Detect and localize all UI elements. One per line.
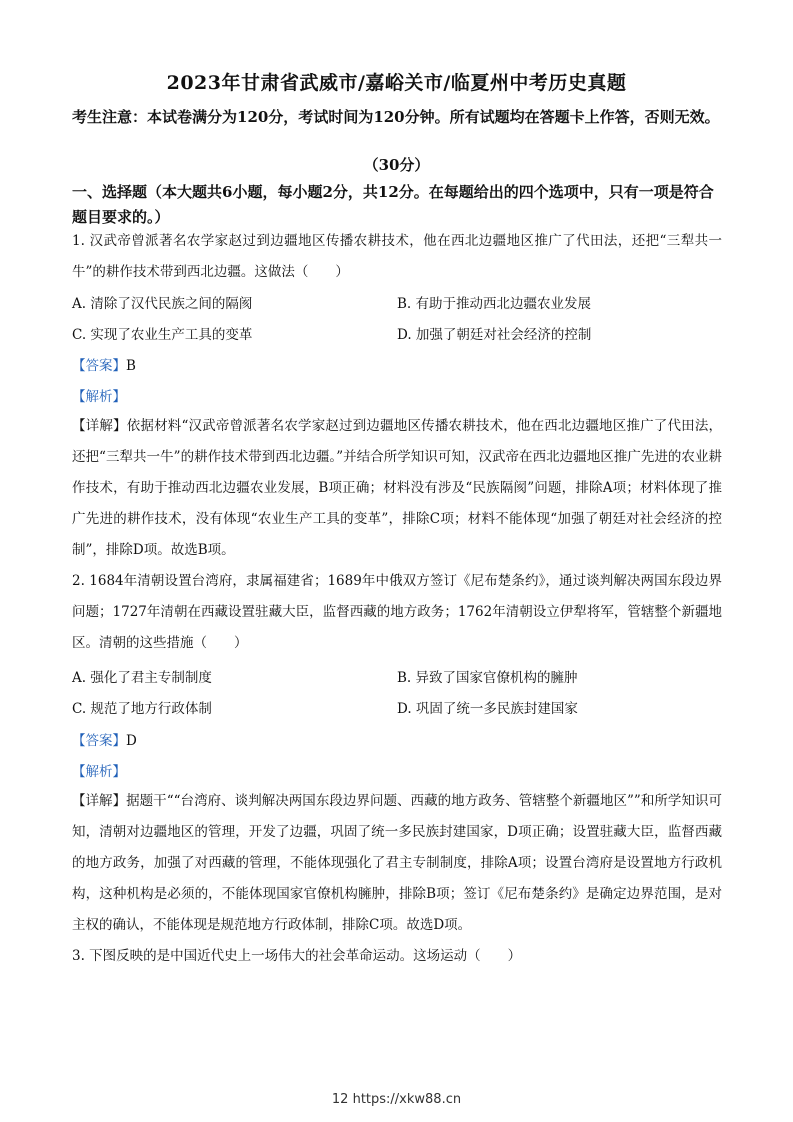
analysis-label: 【解析】 <box>72 389 126 405</box>
analysis-label: 【解析】 <box>72 764 126 780</box>
answer-label: 【答案】 <box>72 733 126 749</box>
question-1-option-d: D. 加强了朝廷对社会经济的控制 <box>397 327 592 343</box>
question-1-answer <box>72 356 136 376</box>
section-heading: 一、选择题（本大题共6小题，每小题2分，共12分。在每题给出的四个选项中，只有一项是符合题目要求的。） <box>72 183 714 226</box>
question-2-option-d: D. 巩固了统一多民族封建国家 <box>397 701 578 717</box>
question-2-analysis-label <box>72 762 126 782</box>
detail-text: 据题干““台湾府、谈判解决两国东段边界问题、西藏的地方政务、管辖整个新疆地区””和所学知识可知，清朝对边疆地区的管理，开发了边疆，巩固了统一多民族封建国家，D项正确；设置驻藏大臣，监督西藏的地方政务，加强了对西藏的管理，不能体现强化了君主专制制度，排除A项；设置台湾府是设置地方行政机构，这种机构是必须的，不能体现国家官僚机构臃肿，排除B项；签订《尼布楚条约》是确定边界范围，是对主权的确认，不能体现是规范地方行政体制，排除C项。故选D项。 <box>72 793 723 933</box>
question-2-stem: 2. 1684年清朝设置台湾府，隶属福建省；1689年中俄双方签订《尼布楚条约》，通过谈判解决两国东段边界问题；1727年清朝在西藏设置驻藏大臣，监督西藏的地方政务；1762年清朝设立伊犁将军，管辖整个新疆地区。清朝的这些措施（ ） <box>72 573 722 651</box>
question-3-stem: 3. 下图反映的是中国近代史上一场伟大的社会革命运动。这场运动（ ） <box>72 948 522 964</box>
answer-value: D <box>126 733 137 749</box>
answer-label: 【答案】 <box>72 358 126 374</box>
question-1-detail <box>72 411 722 566</box>
question-1-stem: 1. 汉武帝曾派著名农学家赵过到边疆地区传播农耕技术，他在西北边疆地区推广了代田法，还把“三犁共一牛”的耕作技术带到西北边疆。这做法（ ） <box>72 233 722 280</box>
answer-value: B <box>126 358 136 374</box>
page-footer: 12 https://xkw88.cn <box>331 1092 462 1107</box>
question-1-analysis-label <box>72 387 126 407</box>
detail-label: 【详解】 <box>72 418 127 434</box>
question-1-option-b: B. 有助于推动西北边疆农业发展 <box>397 296 592 312</box>
exam-notice: 考生注意：本试卷满分为120分，考试时间为120分钟。所有试题均在答题卡上作答，否则无效。 <box>72 108 720 126</box>
question-2-option-a: A. 强化了君主专制制度 <box>72 670 212 686</box>
question-1-option-c: C. 实现了农业生产工具的变革 <box>72 327 253 343</box>
page-title: 2023年甘肃省武威市/嘉峪关市/临夏州中考历史真题 <box>166 72 627 94</box>
question-2-option-c: C. 规范了地方行政体制 <box>72 701 212 717</box>
detail-label: 【详解】 <box>72 793 127 809</box>
question-2-option-b: B. 异致了国家官僚机构的臃肿 <box>397 670 578 686</box>
score-label: （30分） <box>363 156 430 174</box>
question-2-answer <box>72 731 137 751</box>
question-2-detail <box>72 786 722 941</box>
question-1-option-a: A. 清除了汉代民族之间的隔阂 <box>72 296 253 312</box>
detail-text: 依据材料“汉武帝曾派著名农学家赵过到边疆地区传播农耕技术，他在西北边疆地区推广了代田法，还把“三犁共一牛”的耕作技术带到西北边疆。”并结合所学知识可知，汉武帝在西北边疆地区推广先进的农业耕作技术，有助于推动西北边疆农业发展，B项正确；材料没有涉及“民族隔阂”问题，排除A项；材料体现了推广先进的耕作技术，没有体现“农业生产工具的变革”，排除C项；材料不能体现“加强了朝廷对社会经济的控制”，排除D项。故选B项。 <box>72 418 722 558</box>
